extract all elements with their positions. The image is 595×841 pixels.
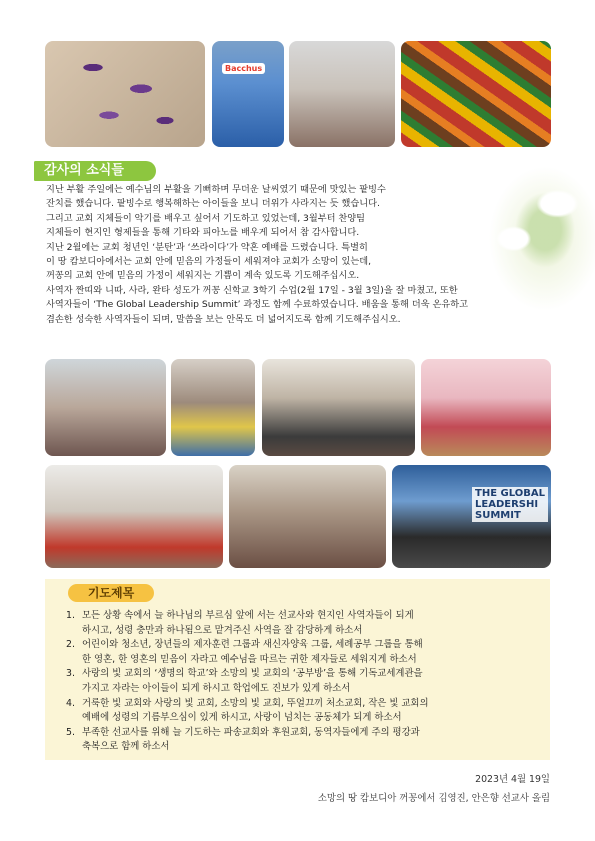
prayer-line: 어린이와 청소년, 장년들의 제자훈련 그룹과 새신자양육 그룹, 세례공부 그룹을 통해 [82,639,423,651]
intro-line: 그리고 교회 지체들이 악기를 배우고 싶어서 기도하고 있었는데, 3월부터 찬양팀 [46,212,366,224]
intro-line: 지체들이 현지인 형제들을 통해 기타와 피아노를 배우게 되어서 참 감사합니다. [46,227,360,239]
intro-line: 꺼꽁의 교회 안에 믿음의 가정이 세워지는 기쁨이 계속 있도록 기도해주십시오. [46,270,360,282]
prayer-line: 모든 상황 속에서 늘 하나님의 부르심 앞에 서는 선교사와 현지인 사역자들이 되게 [82,610,414,621]
photo-girl-bingsu [171,359,255,456]
prayer-line: 거룩한 빛 교회와 사랑의 빛 교회, 소망의 빛 교회, 뚜얼끄끼 처소교회, 작은 빛 교회의 [82,697,429,709]
banner-text: THE GLOBAL LEADERSHI SUMMIT [472,487,548,522]
prayer-title: 기도제목 [68,584,154,602]
photo-seminary-class [229,465,386,568]
prayer-item [66,609,546,638]
photo-bacchus-can [212,41,284,147]
photo-guitar-lesson [45,465,223,568]
photo-snacks [401,41,551,147]
intro-paragraph [46,183,536,327]
prayer-number: 1. [66,610,75,621]
prayer-item [66,667,546,696]
prayer-number: 3. [66,668,75,680]
prayer-item [66,638,546,667]
photo-bingsu-party [45,359,166,456]
letter-signature: 소망의 땅 캄보디아 꺼꽁에서 김영진, 안은향 선교사 올림 [317,793,550,804]
letter-date: 2023년 4월 19일 [475,774,550,785]
can-brand-label: Bacchus [222,63,265,74]
prayer-line: 부족한 선교사를 위해 늘 기도하는 파송교회와 후원교회, 동역자들에게 주의 평강과 [82,726,420,738]
prayer-item [66,726,546,755]
prayer-line: 한 영혼, 한 영혼의 믿음이 자라고 예수님을 따르는 귀한 제자들로 세워지게 하소서 [82,653,417,665]
prayer-line: 가지고 자라는 아이들이 되게 하시고 학업에도 진보가 있게 하소서 [82,682,351,694]
intro-line: 잔치를 했습니다. 팥빙수로 행복해하는 아이들을 보니 더위가 사라지는 듯 했습니다. [46,198,380,210]
photo-leadership-summit [392,465,551,568]
prayer-line: 축복으로 함께 하소서 [82,741,170,753]
intro-line: 겸손한 성숙한 사역자들이 되며, 말씀을 보는 안목도 더 넓어지도록 함께 기도해주십시오. [46,313,401,325]
photo-piano-lesson [262,359,415,456]
intro-line: 지난 2월에는 교회 청년인 ‘분탄’과 ‘쓰라이다’가 약혼 예배를 드렸습니다. 특별히 [46,241,368,253]
prayer-item [66,697,546,726]
prayer-line: 사랑의 빛 교회의 ‘생명의 학교’와 소망의 빛 교회의 ‘공부방’을 통해 기독교세계관을 [82,668,423,680]
intro-line: 사역자들이 ‘The Global Leadership Summit’ 과정도 함께 수료하였습니다. 배움을 통해 더욱 온유하고 [46,299,468,311]
intro-line: 지난 부활 주일에는 예수님의 부활을 기뻐하며 무더운 날씨였기 때문에 맛있는 팥빙수 [46,184,386,195]
prayer-number: 5. [66,726,75,738]
prayer-line: 예배에 성령의 기름부으심이 있게 하시고, 사랑이 넘치는 공동체가 되게 하소서 [82,712,402,724]
prayer-list [66,609,546,755]
prayer-number: 4. [66,697,75,709]
intro-line: 사역자 짠띠와 니따, 사라, 완타 성도가 꺼꽁 신학교 3학기 수업(2월 17일 - 3월 3일)을 잘 마쳤고, 또한 [46,284,458,296]
prayer-line: 하시고, 성령 충만과 하나됨으로 맡겨주신 사역을 잘 감당하게 하소서 [82,624,363,636]
prayer-number: 2. [66,639,75,651]
photo-eggplants [45,41,205,147]
section-title: 감사의 소식들 [34,161,156,181]
photo-engagement [421,359,551,456]
intro-line: 이 땅 캄보디아에서는 교회 안에 믿음의 가정들이 세워져야 교회가 소망이 있는데, [46,256,372,268]
photo-kids-gift [289,41,395,147]
